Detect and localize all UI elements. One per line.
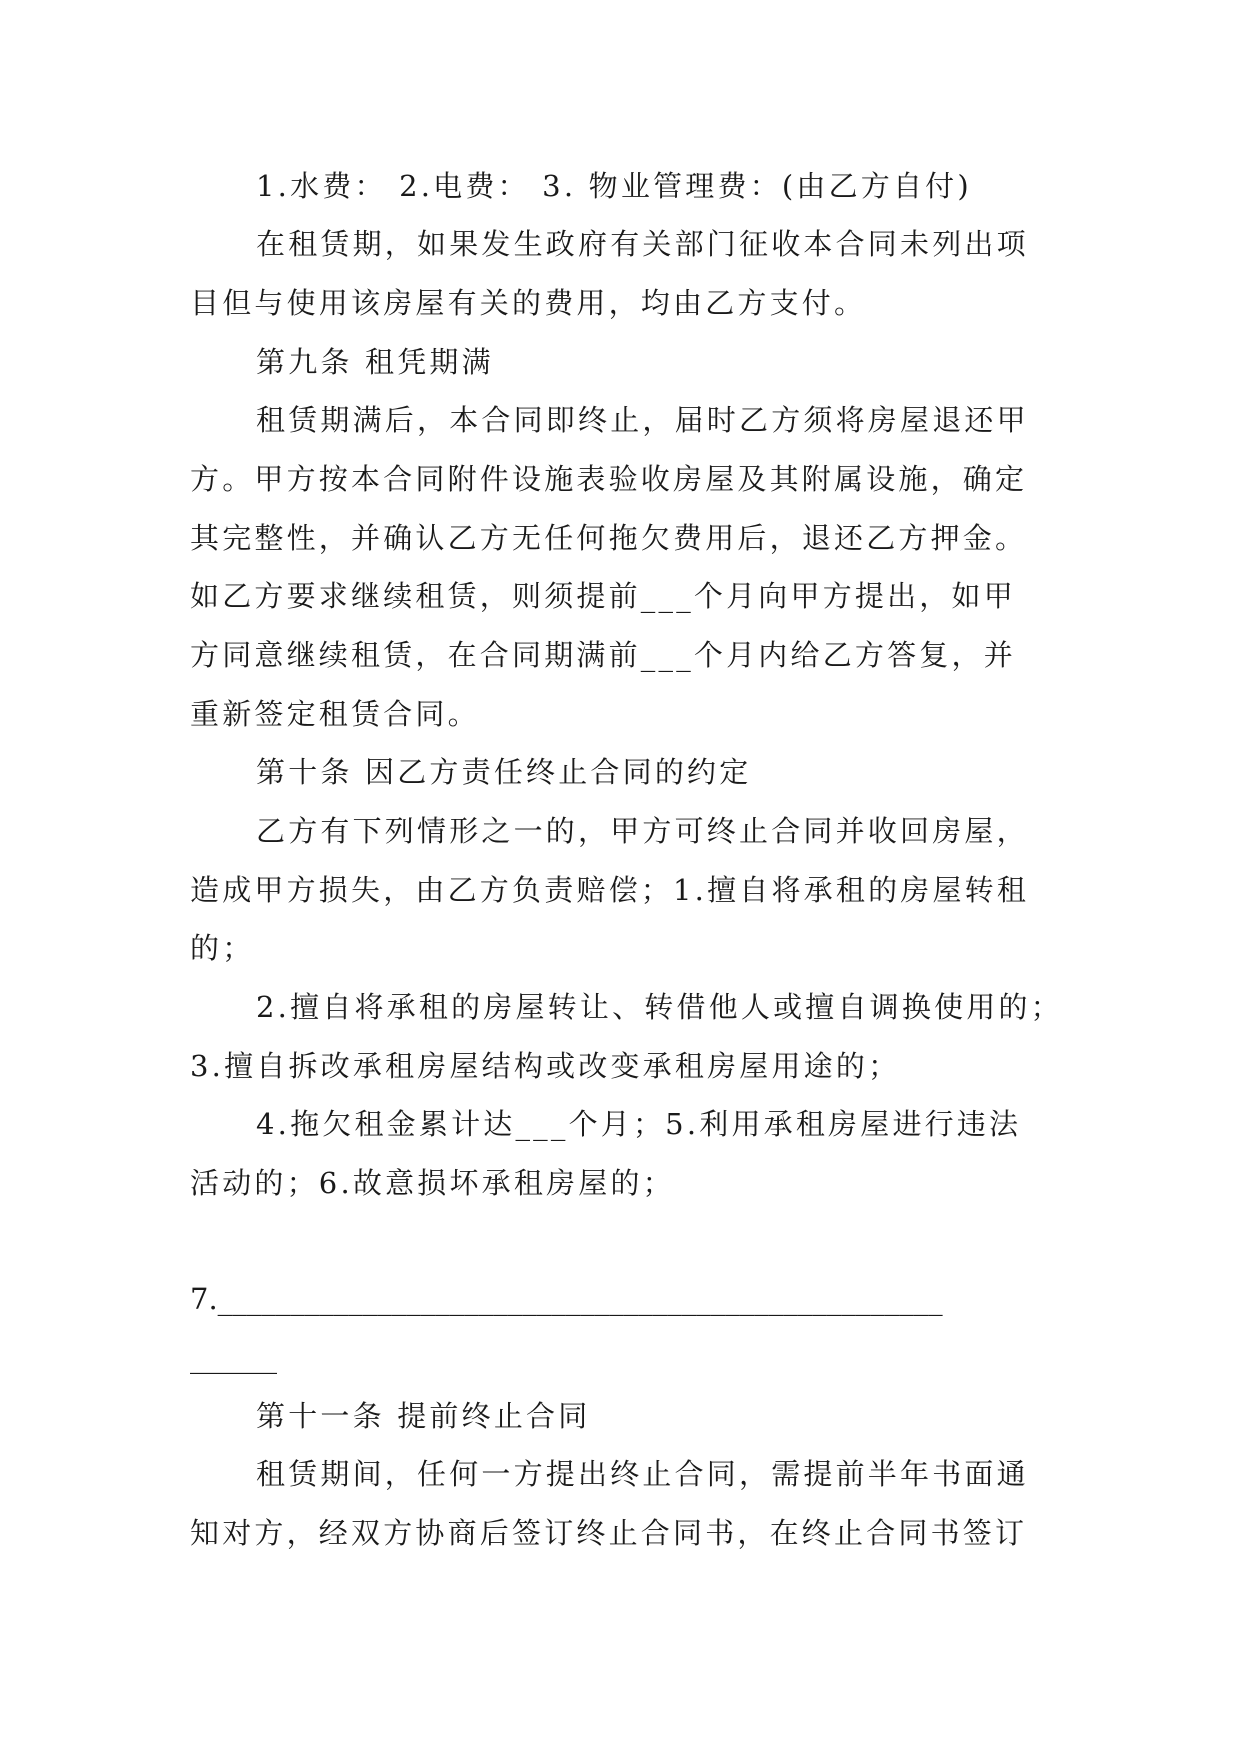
paragraph-line: 方同意继续租赁，在合同期满前___个月内给乙方答复，并	[190, 638, 1016, 672]
article-11-heading: 第十一条 提前终止合同	[256, 1399, 591, 1433]
article-10-heading: 第十条 因乙方责任终止合同的约定	[256, 755, 752, 789]
paragraph-line: 租赁期满后，本合同即终止，届时乙方须将房屋退还甲	[256, 403, 1029, 437]
paragraph-line: 租赁期间，任何一方提出终止合同，需提前半年书面通	[256, 1457, 1029, 1491]
paragraph-line: 目但与使用该房屋有关的费用，均由乙方支付。	[190, 286, 867, 320]
article-9-heading: 第九条 租凭期满	[256, 345, 494, 379]
fee-items-line: 1.水费： 2.电费： 3. 物业管理费：(由乙方自付)	[256, 169, 972, 203]
paragraph-line: 的；	[190, 931, 255, 965]
list-item-line: 活动的；6.故意损坏承租房屋的；	[190, 1166, 675, 1200]
blank-item-continuation: ______	[190, 1340, 277, 1374]
list-item-line: 2.擅自将承租的房屋转让、转借他人或擅自调换使用的；	[256, 990, 1063, 1024]
list-item-line: 4.拖欠租金累计达___个月；5.利用承租房屋进行违法	[256, 1107, 1022, 1141]
paragraph-line: 重新签定租赁合同。	[190, 697, 480, 731]
blank-item-line: 7.__________________________________________________	[190, 1282, 943, 1316]
paragraph-line: 如乙方要求继续租赁，则须提前___个月向甲方提出，如甲	[190, 579, 1016, 613]
paragraph-line: 乙方有下列情形之一的，甲方可终止合同并收回房屋，	[256, 814, 1029, 848]
paragraph-line: 造成甲方损失，由乙方负责赔偿；1.擅自将承租的房屋转租	[190, 873, 1030, 907]
paragraph-line: 知对方，经双方协商后签订终止合同书，在终止合同书签订	[190, 1516, 1028, 1550]
list-item-line: 3.擅自拆改承租房屋结构或改变承租房屋用途的；	[190, 1049, 901, 1083]
paragraph-line: 其完整性，并确认乙方无任何拖欠费用后，退还乙方押金。	[190, 521, 1028, 555]
paragraph-line: 方。甲方按本合同附件设施表验收房屋及其附属设施，确定	[190, 462, 1028, 496]
paragraph-line: 在租赁期，如果发生政府有关部门征收本合同未列出项	[256, 227, 1029, 261]
